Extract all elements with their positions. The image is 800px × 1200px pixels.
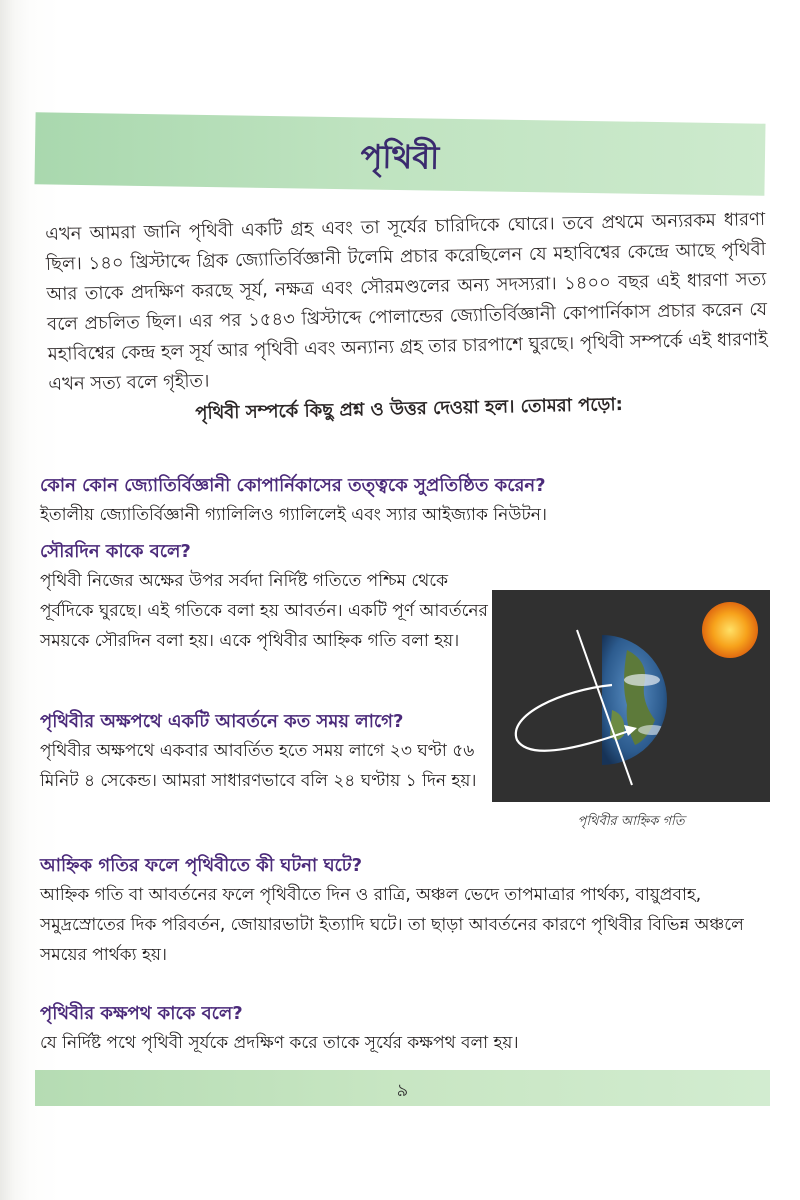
- qa-item-3: [40, 708, 490, 796]
- page-number: ৯: [396, 1080, 409, 1101]
- page-title: পৃথিবী: [360, 137, 440, 177]
- earth-rotation-illustration: [492, 590, 770, 802]
- answer-2: পৃথিবী নিজের অক্ষের উপর সর্বদা নির্দিষ্ট গতিতে পশ্চিম থেকে পূর্বদিকে ঘুরছে। এই গতিকে বলা হয় আবর্তন। একটি পূর্ণ আবর্তনের সময়কে সৌরদিন বলা হয়। একে পৃথিবীর আহ্নিক গতি বলা হয়।: [40, 571, 488, 651]
- intro-section: [45, 205, 769, 432]
- qa-item-1: [40, 472, 770, 530]
- qa-item-5: [40, 1000, 770, 1058]
- question-2: সৌরদিন কাকে বলে?: [40, 541, 191, 562]
- question-4: আহ্নিক গতির ফলে পৃথিবীতে কী ঘটনা ঘটে?: [40, 855, 363, 876]
- answer-4: আহ্নিক গতি বা আবর্তনের ফলে পৃথিবীতে দিন ও রাত্রি, অঞ্চল ভেদে তাপমাত্রার পার্থক্য, বায়ুপ্রবাহ, সমুদ্রস্রোতের দিক পরিবর্তন, জোয়ারভাটা ইত্যাদি ঘটে। তা ছাড়া আবর্তনের কারণে পৃথিবীর বিভিন্ন অঞ্চলে সময়ের পার্থক্য হয়।: [40, 885, 744, 965]
- question-5: পৃথিবীর কক্ষপথ কাকে বলে?: [40, 1003, 243, 1024]
- question-1: কোন কোন জ্যোতির্বিজ্ঞানী কোপার্নিকাসের তত্ত্বকে সুপ্রতিষ্ঠিত করেন?: [40, 475, 546, 496]
- answer-1: ইতালীয় জ্যোতির্বিজ্ঞানী গ্যালিলিও গ্যালিলেই এবং স্যার আইজ্যাক নিউটন।: [40, 505, 547, 525]
- qa-item-4: [40, 852, 770, 970]
- figure-caption: পৃথিবীর আহ্নিক গতি: [577, 814, 685, 829]
- title-banner: [34, 112, 765, 195]
- intro-paragraph: এখন আমরা জানি পৃথিবী একটি গ্রহ এবং তা সূর্যের চারিদিকে ঘোরে। তবে প্রথমে অন্যরকম ধারণা ছিল। ১৪০ খ্রিস্টাব্দে গ্রিক জ্যোতির্বিজ্ঞানী টলেমি প্রচার করেছিলেন যে মহাবিশ্বের কেন্দ্রে আছে পৃথিবী আর তাকে প্রদক্ষিণ করছে সূর্য, নক্ষত্র এবং সৌরমণ্ডলের অন্য সদস্যরা। ১৪০০ বছর এই ধারণা সত্য বলে প্রচলিত ছিল। এর পর ১৫৪৩ খ্রিস্টাব্দে পোলান্ডের জ্যোতির্বিজ্ঞানী কোপার্নিকাস প্রচার করেন যে মহাবিশ্বের কেন্দ্র হল সূর্য আর পৃথিবী এবং অন্যান্য গ্রহ তার চারপাশে ঘুরছে। পৃথিবী সম্পর্কে এই ধারণাই এখন সত্য বলে গৃহীত।: [45, 208, 768, 395]
- intro-lead: পৃথিবী সম্পর্কে কিছু প্রশ্ন ও উত্তর দেওয়া হল। তোমরা পড়ো:: [195, 393, 624, 424]
- earth-rotation-figure: [492, 590, 770, 802]
- question-3: পৃথিবীর অক্ষপথে একটি আবর্তনে কত সময় লাগে?: [40, 711, 404, 732]
- qa-item-2: [40, 538, 490, 656]
- answer-5: যে নির্দিষ্ট পথে পৃথিবী সূর্যকে প্রদক্ষিণ করে তাকে সূর্যের কক্ষপথ বলা হয়।: [40, 1033, 519, 1053]
- sun-icon: [702, 602, 758, 658]
- footer-banner: [35, 1070, 770, 1106]
- answer-3: পৃথিবীর অক্ষপথে একবার আবর্তিত হতে সময় লাগে ২৩ ঘণ্টা ৫৬ মিনিট ৪ সেকেন্ড। আমরা সাধারণভাবে বলি ২৪ ঘণ্টায় ১ দিন হয়।: [40, 741, 477, 791]
